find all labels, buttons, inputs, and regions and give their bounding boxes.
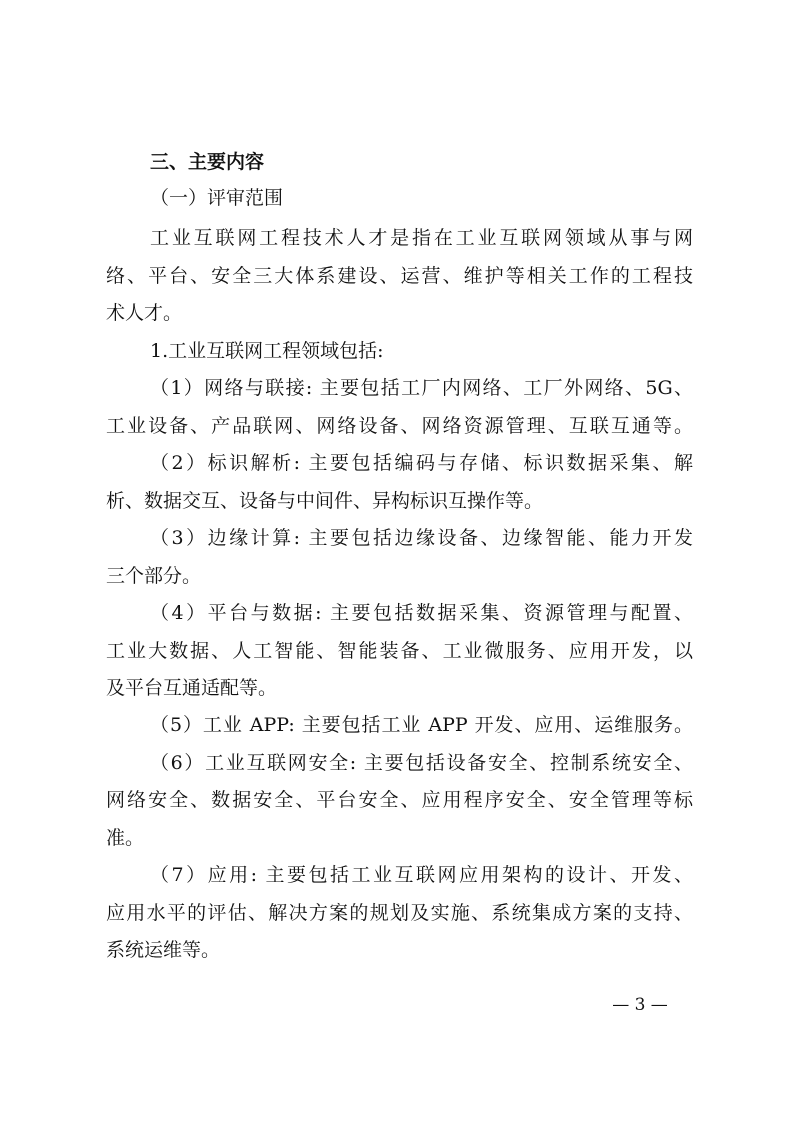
item-6-line-1 (0, 751, 793, 775)
item-1-line-1 (0, 376, 793, 400)
intro-line-1 (0, 226, 793, 250)
fields-title: 1.工业互联网工程领域包括: (150, 340, 384, 362)
page-number: — 3 — (612, 995, 668, 1015)
list-item-text: （1）网络与联接: 主要包括工厂内网络、工厂外网络、5G、 (150, 377, 693, 399)
item-2-line-1 (0, 451, 793, 475)
list-item-text: 准。 (106, 827, 145, 849)
section-heading: 三、主要内容 (150, 151, 265, 173)
list-item-text: 系统运维等。 (106, 939, 221, 961)
list-item-text: 应用水平的评估、解决方案的规划及实施、系统集成方案的支持、 (106, 902, 693, 924)
list-item-text: （3）边缘计算: 主要包括边缘设备、边缘智能、能力开发 (150, 527, 693, 549)
item-4-line-2 (0, 639, 793, 663)
intro-text: 工业互联网工程技术人才是指在工业互联网领域从事与网 (150, 227, 693, 249)
list-item-text: （5）工业 APP: 主要包括工业 APP 开发、应用、运维服务。 (150, 714, 693, 736)
intro-line-2 (0, 264, 793, 288)
item-2-line-2 (0, 489, 793, 513)
item-7-line-3 (0, 938, 793, 962)
list-item-text: 网络安全、数据安全、平台安全、应用程序安全、安全管理等标 (106, 789, 693, 811)
item-4-line-1 (0, 601, 793, 625)
list-item-text: （6）工业互联网安全: 主要包括设备安全、控制系统安全、 (150, 752, 693, 774)
list-item-text: 析、数据交互、设备与中间件、异构标识互操作等。 (106, 490, 544, 512)
intro-text: 络、平台、安全三大体系建设、运营、维护等相关工作的工程技 (106, 265, 693, 287)
item-3-line-1 (0, 526, 793, 550)
intro-text: 术人才。 (106, 302, 183, 324)
section-heading-line (0, 150, 793, 174)
fields-title-line (0, 339, 793, 363)
list-item-text: （7）应用: 主要包括工业互联网应用架构的设计、开发、 (150, 864, 693, 886)
list-item-text: 及平台互通适配等。 (106, 677, 278, 699)
item-4-line-3 (0, 676, 793, 700)
list-item-text: 三个部分。 (106, 565, 202, 587)
subsection-heading: （一）评审范围 (150, 187, 284, 209)
item-1-line-2 (0, 414, 793, 438)
item-6-line-3 (0, 826, 793, 850)
list-item-text: 工业大数据、人工智能、智能装备、工业微服务、应用开发，以 (106, 640, 693, 662)
item-5-line-1 (0, 713, 793, 737)
item-7-line-2 (0, 901, 793, 925)
item-6-line-2 (0, 788, 793, 812)
intro-line-3 (0, 301, 793, 325)
subsection-heading-line (0, 186, 793, 210)
item-7-line-1 (0, 863, 793, 887)
item-3-line-2 (0, 564, 793, 588)
list-item-text: （4）平台与数据: 主要包括数据采集、资源管理与配置、 (150, 602, 693, 624)
list-item-text: （2）标识解析: 主要包括编码与存储、标识数据采集、解 (150, 452, 693, 474)
list-item-text: 工业设备、产品联网、网络设备、网络资源管理、互联互通等。 (106, 415, 693, 437)
